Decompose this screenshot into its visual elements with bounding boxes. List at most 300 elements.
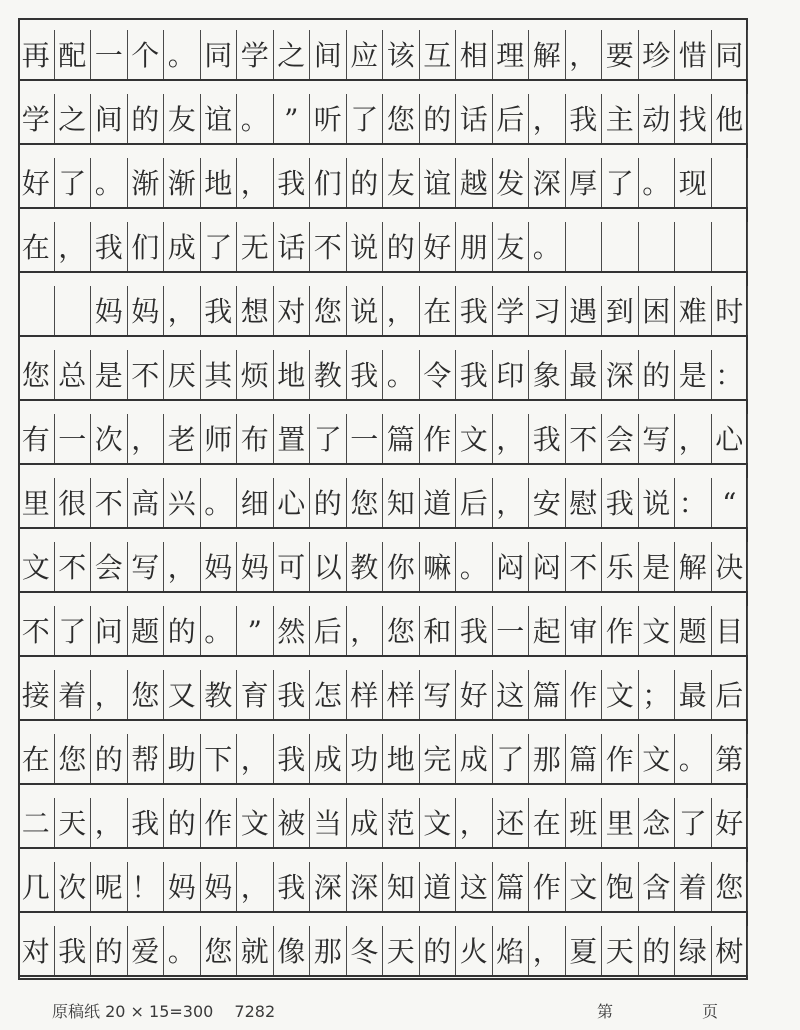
text-row [18, 286, 748, 337]
grid-cell: ” [237, 606, 274, 657]
grid-cell: 有 [18, 414, 55, 465]
grid-cell: 接 [18, 670, 55, 721]
grid-cell: 助 [164, 734, 201, 785]
grid-cell: 文 [566, 862, 603, 913]
grid-cell: 不 [128, 350, 165, 401]
grid-cell: 篇 [493, 862, 530, 913]
grid-cell: 文 [602, 670, 639, 721]
grid-cell: ， [675, 414, 712, 465]
manuscript-paper [18, 18, 752, 990]
grid-cell: 像 [274, 926, 311, 977]
grid-cell: 这 [493, 670, 530, 721]
grid-cell: 听 [310, 94, 347, 145]
grid-cell: ； [639, 670, 676, 721]
grid-cell: 您 [310, 286, 347, 337]
grid-cell: 间 [310, 30, 347, 81]
grid-cell: ， [128, 414, 165, 465]
grid-cell: 相 [456, 30, 493, 81]
grid-cell: 文 [639, 606, 676, 657]
grid-cell: 第 [712, 734, 749, 785]
grid-cell: 我 [274, 670, 311, 721]
text-row [18, 862, 748, 913]
grid-cell: ， [456, 798, 493, 849]
grid-cell: 我 [456, 606, 493, 657]
grid-cell: ， [55, 222, 92, 273]
row-underline [18, 527, 748, 529]
grid-cell: 兴 [164, 478, 201, 529]
grid-cell: 妈 [201, 542, 238, 593]
grid-cell: 学 [237, 30, 274, 81]
grid-cell [55, 286, 92, 337]
grid-cell: 作 [529, 862, 566, 913]
grid-cell: 决 [712, 542, 749, 593]
grid-cell: 不 [91, 478, 128, 529]
grid-cell: 的 [310, 478, 347, 529]
grid-cell [602, 222, 639, 273]
grid-cell [18, 286, 55, 337]
grid-cell: 发 [493, 158, 530, 209]
grid-cell: 话 [274, 222, 311, 273]
grid-cell: 的 [128, 94, 165, 145]
row-underline [18, 207, 748, 209]
grid-cell: 下 [201, 734, 238, 785]
grid-cell: 题 [128, 606, 165, 657]
grid-cell: 我 [602, 478, 639, 529]
grid-cell: 您 [18, 350, 55, 401]
grid-cell: 呢 [91, 862, 128, 913]
row-underline [18, 463, 748, 465]
grid-cell: 二 [18, 798, 55, 849]
grid-cell: 嘛 [420, 542, 457, 593]
text-row [18, 350, 748, 401]
grid-cell: 朋 [456, 222, 493, 273]
grid-cell: 我 [274, 158, 311, 209]
grid-cell: 你 [383, 542, 420, 593]
grid-cell: ， [566, 30, 603, 81]
grid-cell: 现 [675, 158, 712, 209]
grid-cell: 是 [91, 350, 128, 401]
grid-cell: 他 [712, 94, 749, 145]
grid-cell: 那 [310, 926, 347, 977]
grid-cell: 篇 [566, 734, 603, 785]
grid-cell: 作 [201, 798, 238, 849]
grid-cell: 一 [493, 606, 530, 657]
grid-cell: 友 [164, 94, 201, 145]
grid-cell: 最 [675, 670, 712, 721]
grid-cell: 在 [18, 222, 55, 273]
grid-cell: 爱 [128, 926, 165, 977]
grid-cell: 育 [237, 670, 274, 721]
grid-cell: 好 [420, 222, 457, 273]
grid-cell: 。 [164, 926, 201, 977]
grid-cell: 里 [18, 478, 55, 529]
grid-cell: 互 [420, 30, 457, 81]
grid-cell: 我 [456, 286, 493, 337]
grid-cell: 含 [639, 862, 676, 913]
grid-cell: 着 [675, 862, 712, 913]
grid-cell: 同 [201, 30, 238, 81]
grid-cell: 成 [164, 222, 201, 273]
grid-cell: ， [164, 542, 201, 593]
grid-cell: 道 [420, 862, 457, 913]
grid-cell: 个 [128, 30, 165, 81]
grid-cell: 学 [493, 286, 530, 337]
grid-cell: 的 [639, 350, 676, 401]
grid-cell: 写 [420, 670, 457, 721]
grid-cell: 作 [602, 734, 639, 785]
grid-cell: 天 [55, 798, 92, 849]
grid-cell: 在 [529, 798, 566, 849]
row-underline [18, 143, 748, 145]
grid-cell: 写 [639, 414, 676, 465]
grid-cell: 那 [529, 734, 566, 785]
grid-cell: 班 [566, 798, 603, 849]
grid-cell: ， [529, 926, 566, 977]
grid-cell: 您 [201, 926, 238, 977]
grid-cell: 深 [347, 862, 384, 913]
grid-cell: 范 [383, 798, 420, 849]
paper-label: 原稿纸 20 × 15=300 7282 [52, 1002, 276, 1021]
grid-cell: 说 [347, 286, 384, 337]
grid-cell: 怎 [310, 670, 347, 721]
grid-cell: 夏 [566, 926, 603, 977]
grid-cell: 配 [55, 30, 92, 81]
grid-cell: 又 [164, 670, 201, 721]
grid-cell: 火 [456, 926, 493, 977]
grid-cell: 友 [383, 158, 420, 209]
grid-cell: 。 [91, 158, 128, 209]
grid-cell: 的 [420, 94, 457, 145]
grid-cell: 地 [274, 350, 311, 401]
grid-cell: 次 [91, 414, 128, 465]
grid-cell: 想 [237, 286, 274, 337]
row-underline [18, 271, 748, 273]
grid-cell: 心 [274, 478, 311, 529]
row-underline [18, 911, 748, 913]
grid-cell: 的 [164, 798, 201, 849]
grid-cell: 说 [639, 478, 676, 529]
grid-cell: 您 [383, 94, 420, 145]
text-row [18, 734, 748, 785]
grid-cell: 好 [712, 798, 749, 849]
grid-cell: 不 [566, 542, 603, 593]
grid-cell: ： [712, 350, 749, 401]
grid-cell: 安 [529, 478, 566, 529]
grid-cell [712, 158, 749, 209]
grid-cell: 我 [91, 222, 128, 273]
grid-cell: 置 [274, 414, 311, 465]
grid-cell: 您 [55, 734, 92, 785]
grid-cell: 象 [529, 350, 566, 401]
grid-cell: 起 [529, 606, 566, 657]
grid-cell: 成 [456, 734, 493, 785]
grid-cell: 地 [201, 158, 238, 209]
grid-cell: 布 [237, 414, 274, 465]
grid-cell: 后 [310, 606, 347, 657]
grid-cell: “ [712, 478, 749, 529]
grid-cell: 文 [456, 414, 493, 465]
grid-cell: 可 [274, 542, 311, 593]
grid-cell: 作 [420, 414, 457, 465]
grid-cell: ！ [128, 862, 165, 913]
grid-cell: 谊 [420, 158, 457, 209]
text-row [18, 94, 748, 145]
grid-cell: 我 [274, 862, 311, 913]
row-underline [18, 847, 748, 849]
grid-cell: 文 [639, 734, 676, 785]
grid-cell: 们 [128, 222, 165, 273]
grid-cell: 您 [712, 862, 749, 913]
grid-cell: 最 [566, 350, 603, 401]
grid-cell: 找 [675, 94, 712, 145]
grid-cell: 当 [310, 798, 347, 849]
grid-cell: 了 [310, 414, 347, 465]
grid-cell: 妈 [128, 286, 165, 337]
row-underline [18, 399, 748, 401]
grid-cell: 冬 [347, 926, 384, 977]
grid-cell: 一 [347, 414, 384, 465]
page-label-di: 第 [597, 1002, 614, 1021]
grid-cell: 篇 [529, 670, 566, 721]
grid-cell: 知 [383, 478, 420, 529]
grid-cell: 之 [55, 94, 92, 145]
grid-cell: 谊 [201, 94, 238, 145]
grid-cell: 在 [18, 734, 55, 785]
grid-cell: 后 [493, 94, 530, 145]
text-row [18, 158, 748, 209]
grid-cell: 闷 [493, 542, 530, 593]
grid-cell: 解 [675, 542, 712, 593]
grid-cell: 我 [456, 350, 493, 401]
text-row [18, 414, 748, 465]
grid-cell: 次 [55, 862, 92, 913]
grid-cell: 。 [675, 734, 712, 785]
grid-cell: ， [237, 158, 274, 209]
grid-cell: 的 [164, 606, 201, 657]
grid-cell: 对 [274, 286, 311, 337]
grid-cell: 令 [420, 350, 457, 401]
grid-cell: 是 [639, 542, 676, 593]
grid-cell: 问 [91, 606, 128, 657]
grid-cell: 动 [639, 94, 676, 145]
grid-cell: 话 [456, 94, 493, 145]
grid-cell: 的 [420, 926, 457, 977]
grid-cell: 里 [602, 798, 639, 849]
grid-cell: 师 [201, 414, 238, 465]
grid-cell: ， [91, 670, 128, 721]
grid-cell: 后 [712, 670, 749, 721]
grid-cell: 对 [18, 926, 55, 977]
grid-cell: 该 [383, 30, 420, 81]
grid-cell: ， [237, 734, 274, 785]
grid-cell: 篇 [383, 414, 420, 465]
grid-cell: 着 [55, 670, 92, 721]
grid-cell: 了 [493, 734, 530, 785]
grid-cell: 天 [602, 926, 639, 977]
grid-cell: 其 [201, 350, 238, 401]
grid-cell: 成 [310, 734, 347, 785]
grid-cell [639, 222, 676, 273]
text-row [18, 478, 748, 529]
grid-cell: 无 [237, 222, 274, 273]
grid-cell: 不 [18, 606, 55, 657]
grid-cell: 妈 [237, 542, 274, 593]
grid-cell: 成 [347, 798, 384, 849]
grid-cell: 一 [91, 30, 128, 81]
grid-cell: 间 [91, 94, 128, 145]
grid-cell: 我 [128, 798, 165, 849]
grid-cell [712, 222, 749, 273]
text-row [18, 542, 748, 593]
grid-cell: 的 [347, 158, 384, 209]
grid-cell: 应 [347, 30, 384, 81]
grid-cell: ， [493, 414, 530, 465]
grid-cell: 道 [420, 478, 457, 529]
grid-cell: 乐 [602, 542, 639, 593]
grid-cell: ， [237, 862, 274, 913]
grid-cell: 解 [529, 30, 566, 81]
grid-cell: 这 [456, 862, 493, 913]
grid-cell: 好 [18, 158, 55, 209]
grid-cell: 我 [566, 94, 603, 145]
grid-cell: 老 [164, 414, 201, 465]
grid-cell: 遇 [566, 286, 603, 337]
grid-cell: 我 [55, 926, 92, 977]
grid-cell: 。 [201, 478, 238, 529]
grid-cell: ， [493, 478, 530, 529]
grid-cell: ， [164, 286, 201, 337]
grid-cell: 被 [274, 798, 311, 849]
text-row [18, 222, 748, 273]
grid-cell: 之 [274, 30, 311, 81]
paper-footer [52, 999, 752, 1023]
grid-cell: 了 [55, 158, 92, 209]
grid-cell: 文 [18, 542, 55, 593]
text-row [18, 670, 748, 721]
grid-cell: 地 [383, 734, 420, 785]
grid-cell: 了 [55, 606, 92, 657]
grid-cell: 不 [310, 222, 347, 273]
grid-cell: 渐 [128, 158, 165, 209]
grid-cell: ， [347, 606, 384, 657]
grid-cell: 渐 [164, 158, 201, 209]
grid-cell: 就 [237, 926, 274, 977]
grid-cell: 厚 [566, 158, 603, 209]
grid-cell: 慰 [566, 478, 603, 529]
grid-cell: 在 [420, 286, 457, 337]
grid-cell: 您 [347, 478, 384, 529]
grid-cell: 。 [164, 30, 201, 81]
grid-cell: 教 [201, 670, 238, 721]
grid-cell: 习 [529, 286, 566, 337]
grid-cell: 帮 [128, 734, 165, 785]
row-underline [18, 79, 748, 81]
grid-cell: 文 [420, 798, 457, 849]
grid-cell: 印 [493, 350, 530, 401]
grid-cell: 树 [712, 926, 749, 977]
grid-cell [675, 222, 712, 273]
row-underline [18, 655, 748, 657]
grid-cell: 念 [639, 798, 676, 849]
grid-cell: 高 [128, 478, 165, 529]
grid-cell: ， [529, 94, 566, 145]
grid-cell: ： [675, 478, 712, 529]
grid-cell: 焰 [493, 926, 530, 977]
grid-cell: 饱 [602, 862, 639, 913]
grid-cell: 的 [639, 926, 676, 977]
grid-cell: 完 [420, 734, 457, 785]
grid-cell: 作 [566, 670, 603, 721]
grid-cell: 题 [675, 606, 712, 657]
grid-cell: 好 [456, 670, 493, 721]
grid-cell: 困 [639, 286, 676, 337]
grid-cell: 您 [128, 670, 165, 721]
grid-cell: 。 [639, 158, 676, 209]
grid-cell: 到 [602, 286, 639, 337]
grid-cell: 天 [383, 926, 420, 977]
grid-cell: 了 [201, 222, 238, 273]
grid-cell: 珍 [639, 30, 676, 81]
text-row [18, 606, 748, 657]
grid-cell: 总 [55, 350, 92, 401]
grid-cell: 再 [18, 30, 55, 81]
grid-cell: 时 [712, 286, 749, 337]
grid-cell: 我 [529, 414, 566, 465]
grid-cell: ， [91, 798, 128, 849]
grid-cell: 。 [529, 222, 566, 273]
grid-cell: 友 [493, 222, 530, 273]
grid-cell: 。 [456, 542, 493, 593]
grid-cell: 。 [237, 94, 274, 145]
grid-cell: 我 [201, 286, 238, 337]
page-label-ye: 页 [702, 1002, 719, 1021]
grid-cell: 的 [91, 734, 128, 785]
grid-cell: 了 [675, 798, 712, 849]
text-row [18, 30, 748, 81]
grid-cell: 很 [55, 478, 92, 529]
grid-cell: 要 [602, 30, 639, 81]
grid-cell: 厌 [164, 350, 201, 401]
grid-cell: 主 [602, 94, 639, 145]
grid-cell: 和 [420, 606, 457, 657]
grid-cell: 绿 [675, 926, 712, 977]
grid-cell: 妈 [201, 862, 238, 913]
grid-cell: 样 [347, 670, 384, 721]
grid-cell: 深 [602, 350, 639, 401]
grid-cell: 以 [310, 542, 347, 593]
grid-cell: 深 [310, 862, 347, 913]
grid-cell: 教 [310, 350, 347, 401]
grid-cell: 会 [602, 414, 639, 465]
row-underline [18, 975, 748, 977]
grid-cell: 样 [383, 670, 420, 721]
grid-cell: 会 [91, 542, 128, 593]
grid-cell: ， [383, 286, 420, 337]
grid-cell: 说 [347, 222, 384, 273]
grid-cell: 后 [456, 478, 493, 529]
grid-cell: 的 [383, 222, 420, 273]
grid-cell: ” [274, 94, 311, 145]
row-underline [18, 335, 748, 337]
grid-cell: 细 [237, 478, 274, 529]
grid-cell: 然 [274, 606, 311, 657]
grid-cell: 闷 [529, 542, 566, 593]
grid-cell: 我 [347, 350, 384, 401]
grid-cell: 了 [347, 94, 384, 145]
grid-cell: 您 [383, 606, 420, 657]
grid-cell: 几 [18, 862, 55, 913]
grid-cell: 文 [237, 798, 274, 849]
